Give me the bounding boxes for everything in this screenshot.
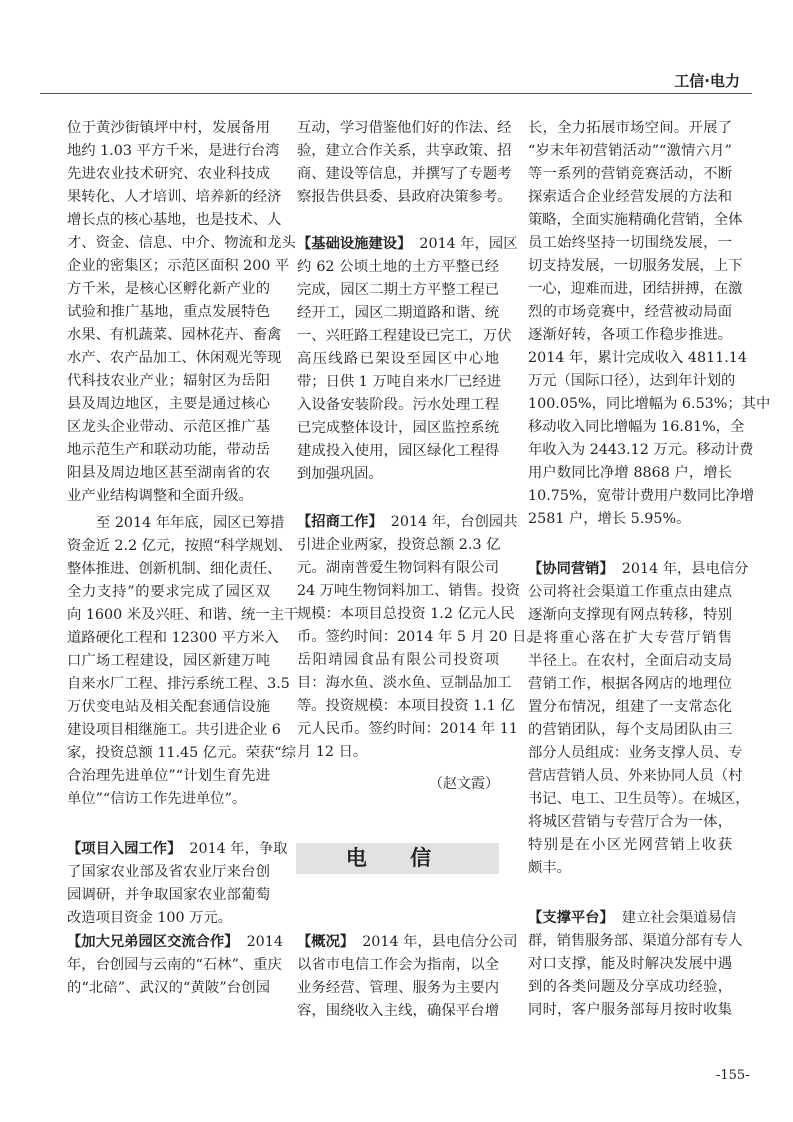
text-line: 区龙头企业带动、示范区推广基: [67, 419, 270, 435]
text-line: 半径上。在农村，全面启动支局: [528, 653, 732, 669]
paragraph-heading: 【协同营销】: [528, 561, 614, 577]
text-line: 群，销售服务部、渠道分部有专人: [528, 933, 743, 949]
paragraph: [67, 931, 283, 1000]
text-line-body: 2014 年，园区: [419, 236, 518, 252]
paragraph: [67, 117, 296, 508]
text-line: [67, 931, 283, 954]
text-line: 2581 户，增长 5.95%。: [528, 511, 691, 527]
text-line: 阳县及周边地区甚至湖南省的农: [67, 465, 270, 481]
text-line: 置分布情况，组建了一支常态化: [528, 699, 732, 715]
text-line: 以省市电信工作会为指南，以全: [297, 957, 499, 973]
paragraph: [67, 838, 288, 930]
paragraph: [528, 907, 743, 1022]
text-line: 试验和推广基地，重点发展特色: [67, 304, 270, 320]
text-line: 10.75%，宽带计费用户数同比净增: [528, 488, 755, 504]
paragraph: [297, 117, 512, 209]
paragraph-heading: 【基础设施建设】: [297, 236, 412, 252]
text-line: 用户数同比净增 8868 户，增长: [528, 465, 732, 481]
text-line: 规模：本项目总投资 1.2 亿元人民: [297, 606, 515, 622]
text-line: 月 12 日。: [297, 744, 368, 760]
text-line: 探索适合企业经营发展的方法和: [528, 189, 732, 205]
text-line-body: 2014: [246, 934, 283, 950]
text-line: 位于黄沙街镇坪中村，发展备用: [67, 120, 270, 136]
text-line: 商、建设等信息，并撰写了专题考: [297, 166, 512, 182]
text-line: 口广场工程建设，园区新建万吨: [67, 653, 270, 669]
text-line-body: 建立社会渠道易信: [621, 910, 737, 926]
text-line: 营销工作，根据各网店的地理位: [528, 676, 732, 692]
text-line: 合治理先进单位”“计划生育先进: [67, 768, 270, 784]
text-line: 到加强巩固。: [297, 466, 383, 482]
text-line: 容，围绕收入主线，确保平台增: [297, 1003, 499, 1019]
text-line: 单位”“信访工作先进单位”。: [67, 791, 247, 807]
text-line: 水产、农产品加工、休闲观光等现: [67, 350, 282, 366]
text-line: 策略，全面实施精确化营销，全体: [528, 212, 743, 228]
section-title-telecom: 电 信: [296, 843, 499, 874]
text-line: 公司将社会渠道工作重点由建点: [528, 584, 732, 600]
text-line: 到的各类问题及分享成功经验，: [528, 979, 732, 995]
text-line: 先进农业技术研究、农业科技成: [67, 166, 270, 182]
text-line-body: 2014 年，县电信分: [621, 561, 749, 577]
text-line: 24 万吨生物饲料加工、销售。投资: [297, 583, 520, 599]
text-line: 全力支持”的要求完成了园区双: [67, 584, 270, 600]
text-line: 了国家农业部及省农业厅来台创: [67, 864, 270, 880]
paragraph-heading: 【加大兄弟园区交流合作】: [67, 934, 239, 950]
paragraph: [67, 512, 299, 811]
text-line: “岁末年初营销活动”“激情六月”: [528, 143, 732, 159]
text-line: [528, 558, 749, 581]
text-line: 方千米，是核心区孵化新产业的: [67, 281, 270, 297]
text-line: 县及周边地区，主要是通过核心: [67, 396, 270, 412]
header-rule: [40, 93, 752, 94]
text-line: 水果、有机蔬菜、园林花卉、畜禽: [67, 327, 282, 343]
text-line: 增长点的核心基地，也是技术、人: [67, 212, 282, 228]
paragraph-heading: 【招商工作】: [297, 514, 383, 530]
text-line: 部分人员组成：业务支撑人员、专: [528, 745, 743, 761]
text-line: 对口支撑，能及时解决发展中遇: [528, 956, 732, 972]
text-line: 经开工，园区二期道路和谐、统: [297, 305, 499, 321]
text-line: 向 1600 米及兴旺、和谐、统一主干: [67, 607, 299, 623]
paragraph: [297, 233, 518, 486]
running-header-section: 工信·电力: [674, 72, 740, 90]
text-line: 高压线路已架设至园区中心地: [297, 351, 499, 367]
text-line: 才、资金、信息、中介、物流和龙头: [67, 235, 296, 251]
text-line: 整体推进、创新机制、细化责任、: [67, 561, 282, 577]
text-line: 元人民币。签约时间：2014 年 11: [297, 721, 518, 737]
paragraph: [297, 931, 518, 1023]
text-line: 岳阳靖园食品有限公司投资项: [297, 652, 499, 668]
text-line: [297, 233, 518, 256]
text-line: 察报告供县委、县政府决策参考。: [297, 189, 512, 205]
text-line: [297, 511, 518, 534]
author-credit: （赵文霞）: [429, 776, 499, 792]
text-line: 切支持发展，一切服务发展，上下: [528, 258, 743, 274]
text-line: 自来水厂工程、排污系统工程、3.5: [67, 676, 290, 692]
text-line: [297, 931, 518, 954]
text-line: 道路硬化工程和 12300 平方米入: [67, 630, 279, 646]
text-line: 果转化、人才培训、培养新的经济: [67, 189, 282, 205]
text-line: 至 2014 年年底，园区已筹措: [96, 515, 285, 531]
text-line: 建成投入使用，园区绿化工程得: [297, 443, 499, 459]
text-line: 的营销团队，每个支局团队由三: [528, 722, 732, 738]
text-line: 营店营销人员、外来协同人员（村: [528, 768, 743, 784]
text-line: 一、兴旺路工程建设已完工，万伏: [297, 328, 512, 344]
text-line: 特别是在小区光网营销上收获: [528, 837, 732, 853]
page-number: -155-: [716, 1068, 750, 1083]
paragraph-heading: 【支撑平台】: [528, 910, 614, 926]
text-line: 币。签约时间：2014 年 5 月 20 日。: [297, 629, 541, 645]
text-line: 代科技农业产业；辐射区为岳阳: [67, 373, 270, 389]
text-line: 验，建立合作关系，共享政策、招: [297, 143, 512, 159]
text-line: 年收入为 2443.12 万元。移动计费: [528, 442, 754, 458]
text-line: 等。投资规模：本项目投资 1.1 亿: [297, 698, 515, 714]
text-line: 逐渐向支撑现有网点转移，特别: [528, 607, 732, 623]
paragraph: [297, 511, 541, 764]
text-line: 互动，学习借鉴他们好的作法、经: [297, 120, 512, 136]
paragraph: [528, 558, 750, 880]
text-line-body: 2014 年，台创园共: [390, 514, 518, 530]
text-line: [67, 838, 288, 861]
text-line: 入设备安装阶段。污水处理工程: [297, 397, 499, 413]
text-line: 100.05%，同比增幅为 6.53%；其中: [528, 396, 771, 412]
text-line: [528, 907, 737, 930]
text-line: 园调研，并争取国家农业部葡萄: [67, 887, 270, 903]
text-line: 已完成整体设计，园区监控系统: [297, 420, 499, 436]
text-line: 地约 1.03 平方千米，是进行台湾: [67, 143, 280, 159]
text-line: 是将重心落在扩大专营厅销售: [528, 630, 732, 646]
text-line: 目：海水鱼、淡水鱼、豆制品加工: [297, 675, 512, 691]
text-line: 业产业结构调整和全面升级。: [67, 488, 253, 504]
text-line: 同时，客户服务部每月按时收集: [528, 1002, 732, 1018]
text-line: 地示范生产和联动功能，带动岳: [67, 442, 270, 458]
text-line: 改造项目资金 100 万元。: [67, 910, 233, 926]
paragraph: [528, 117, 771, 531]
text-line-body: 2014 年，县电信分公司: [362, 934, 518, 950]
text-line: 长，全力拓展市场空间。开展了: [528, 120, 732, 136]
text-line: 建设项目相继施工。共引进企业 6: [67, 722, 281, 738]
text-line: 的“北碚”、武汉的“黄陂”台创园: [67, 980, 270, 996]
text-line: 烈的市场竞赛中，经营被动局面: [528, 304, 732, 320]
text-line: 将城区营销与专营厅合为一体，: [528, 814, 732, 830]
text-line: 等一系列的营销竞赛活动，不断: [528, 166, 732, 182]
text-line: 万伏变电站及相关配套通信设施: [67, 699, 270, 715]
paragraph-heading: 【项目入园工作】: [67, 841, 182, 857]
paragraph-heading: 【概况】: [297, 934, 355, 950]
text-line: 逐渐好转，各项工作稳步推进。: [528, 327, 732, 343]
text-line: 元。湖南普爱生物饲料有限公司: [297, 560, 499, 576]
text-line: 业务经营、管理、服务为主要内: [297, 980, 499, 996]
text-line: 约 62 公顷土地的土方平整已经: [297, 259, 499, 275]
text-line: 完成，园区二期土方平整工程已: [297, 282, 499, 298]
text-line: 颇丰。: [528, 860, 571, 876]
text-line: 2014 年，累计完成收入 4811.14: [528, 350, 747, 366]
text-line: 一心，迎难而进，团结拼搏，在激: [528, 281, 743, 297]
text-line: 企业的密集区；示范区面积 200 平: [67, 258, 290, 274]
text-line: 资金近 2.2 亿元，按照“科学规划、: [67, 538, 292, 554]
text-line: 移动收入同比增幅为 16.81%，全: [528, 419, 745, 435]
text-line: 万元（国际口径），达到年计划的: [528, 373, 736, 389]
text-line: 年，台创园与云南的“石林”、重庆: [67, 957, 282, 973]
text-line-body: 2014 年，争取: [189, 841, 288, 857]
text-line: 书记、电工、卫生员等）。在城区，: [528, 791, 750, 807]
text-line: 引进企业两家，投资总额 2.3 亿: [297, 537, 501, 553]
text-line: 带；日供 1 万吨自来水厂已经进: [297, 374, 502, 390]
text-line: 家，投资总额 11.45 亿元。荣获“综: [67, 745, 296, 761]
text-line: 员工始终坚持一切围绕发展，一: [528, 235, 732, 251]
